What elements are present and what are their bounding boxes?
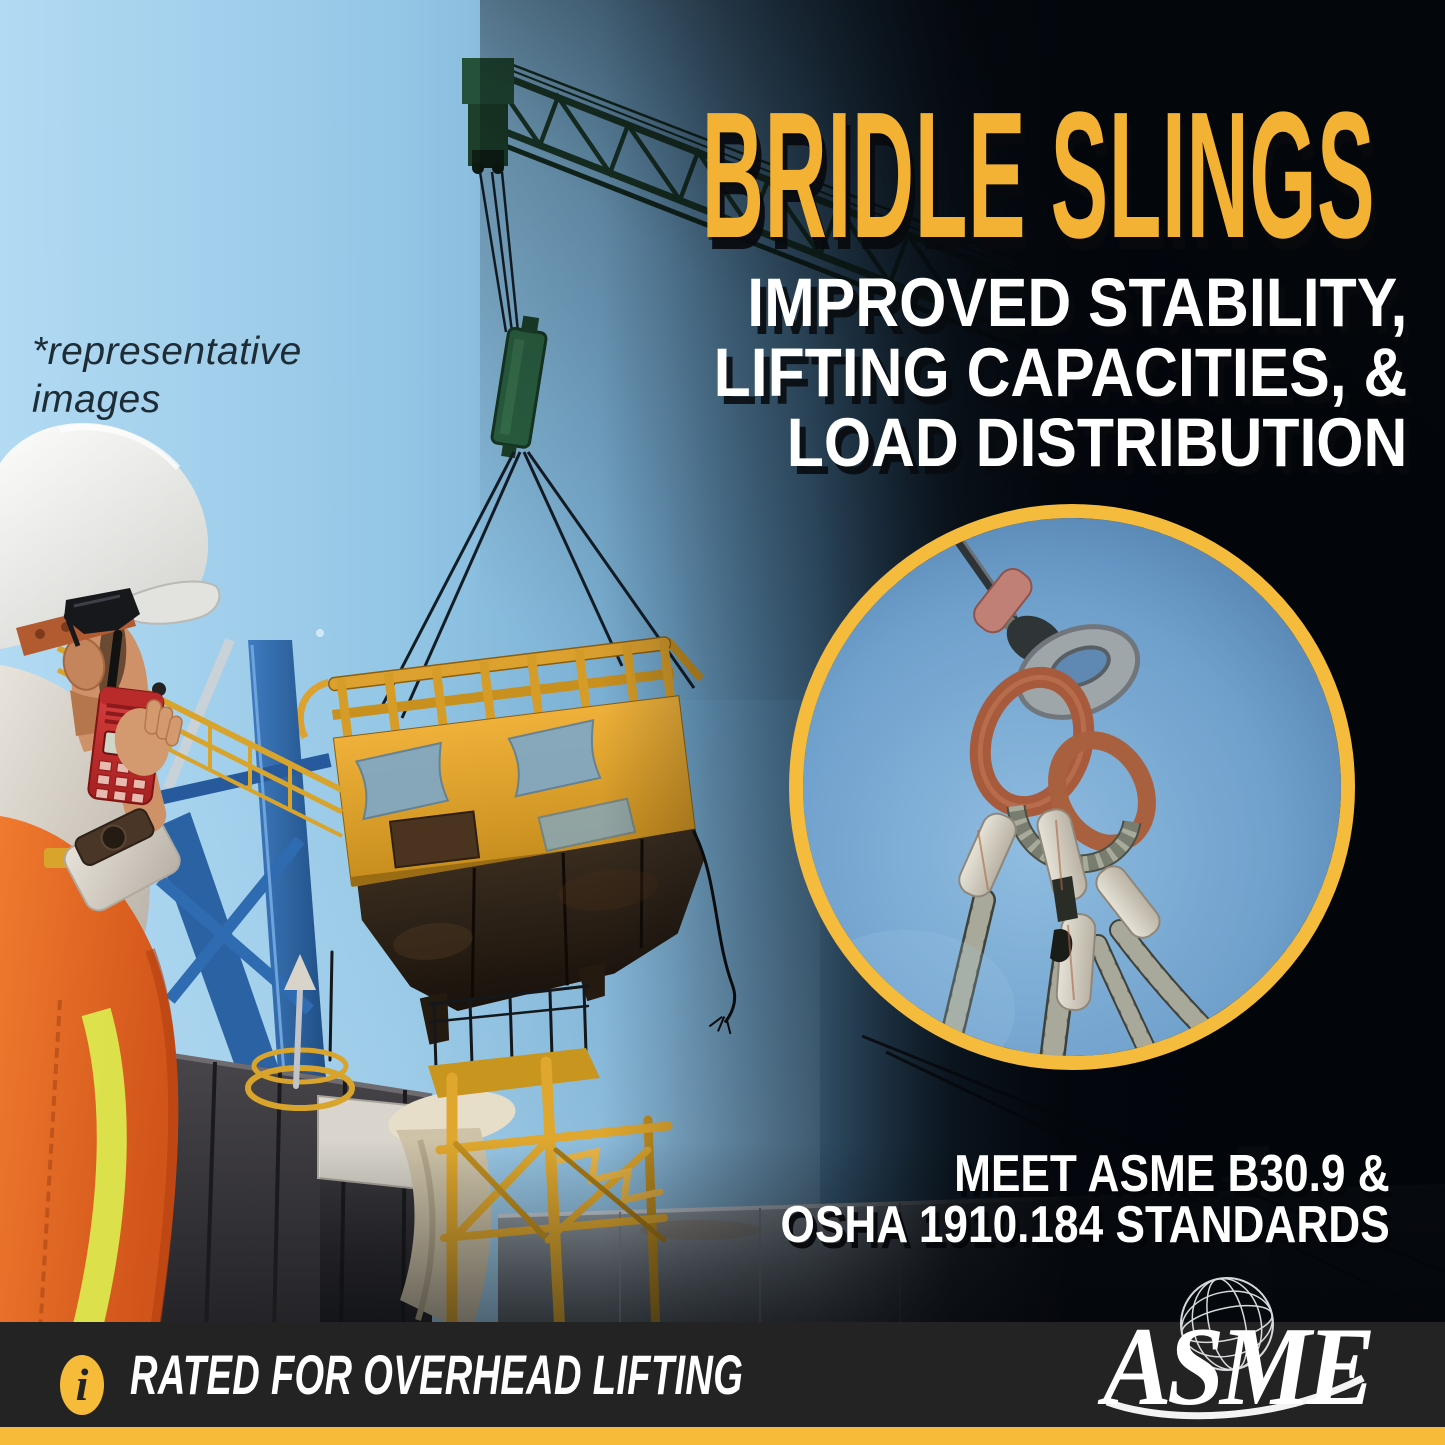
page-title: BRIDLE SLINGS — [701, 75, 1375, 276]
note-line-2: images — [32, 378, 161, 421]
subtitle-line-3: LOAD DISTRIBUTION — [786, 404, 1407, 481]
representative-images-note — [32, 328, 302, 424]
standards-line-2: OSHA 1910.184 STANDARDS — [780, 1196, 1390, 1254]
subtitle-line-1: IMPROVED STABILITY, — [746, 264, 1407, 341]
bottom-yellow-strip — [0, 1427, 1445, 1445]
asme-logo — [1077, 1282, 1397, 1427]
standards-line-1: MEET ASME B30.9 & — [954, 1145, 1390, 1203]
subtitle-line-2: LIFTING CAPACITIES, & — [713, 334, 1407, 411]
asme-logo-text: ASME — [1103, 1305, 1371, 1429]
info-icon — [60, 1355, 104, 1415]
info-icon-glyph: i — [75, 1359, 89, 1410]
note-line-1: *representative — [32, 330, 302, 373]
standards-callout — [780, 1145, 1390, 1254]
footer-label: RATED FOR OVERHEAD LIFTING — [130, 1343, 744, 1406]
subtitle — [713, 264, 1407, 481]
